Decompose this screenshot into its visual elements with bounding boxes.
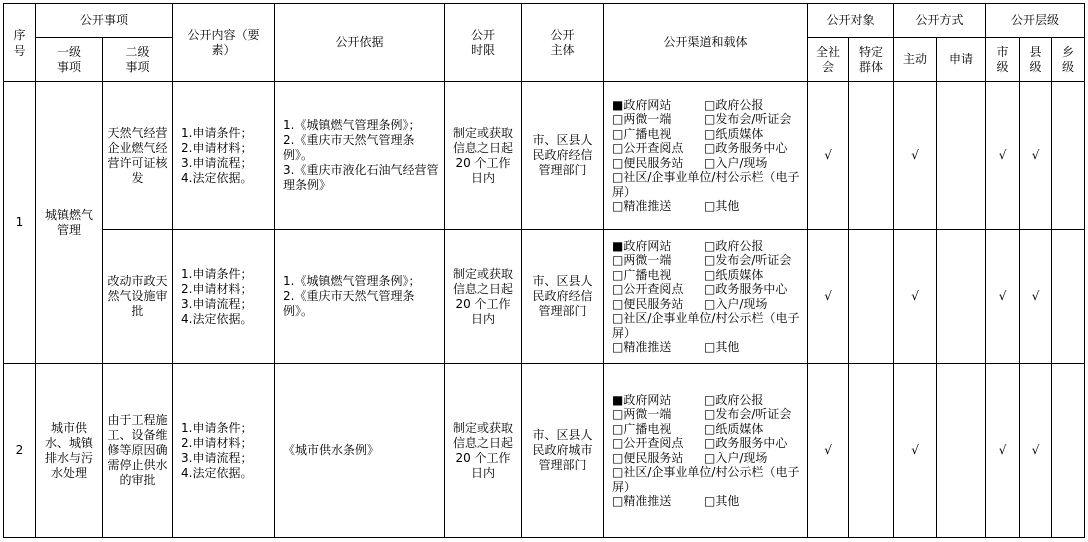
row-target-group xyxy=(849,82,894,230)
row-method-apply xyxy=(937,364,986,538)
header-method-apply: 申请 xyxy=(937,38,986,82)
header-level-county: 县级 xyxy=(1020,38,1052,82)
header-seq: 序号 xyxy=(4,4,36,82)
row-time-limit: 制定或获取信息之日起 20 个工作日内 xyxy=(445,230,522,364)
row-channels: ■政府网站 □政府公报 □两微一端 □发布会/听证会 □广播电视 □纸质媒体 □公开查阅点 □政务服务中心 □便民服务站 □入户/现场 □社区/企事业单位/村公示栏（电子屏） □精准推送 □其他 xyxy=(604,364,808,538)
table-row xyxy=(4,82,1085,230)
header-subject: 公开主体 xyxy=(522,4,604,82)
row-basis: 1.《城镇燃气管理条例》； 2.《重庆市天然气管理条例》。 3.《重庆市液化石油气经营管理条例》 xyxy=(275,82,445,230)
table-row xyxy=(4,364,1085,538)
row-level-county: √ xyxy=(1020,364,1052,538)
row-level2: 由于工程施工、设备维修等原因确需停止供水的审批 xyxy=(103,364,173,538)
header-matter: 公开事项 xyxy=(36,4,173,38)
row-basis: 1.《城镇燃气管理条例》； 2.《重庆市天然气管理条例》。 xyxy=(275,230,445,364)
header-level: 公开层级 xyxy=(986,4,1085,38)
header-method: 公开方式 xyxy=(894,4,986,38)
row-level-town xyxy=(1052,364,1085,538)
row-channels: ■政府网站 □政府公报 □两微一端 □发布会/听证会 □广播电视 □纸质媒体 □公开查阅点 □政务服务中心 □便民服务站 □入户/现场 □社区/企事业单位/村公示栏（电子屏） □精准推送 □其他 xyxy=(604,82,808,230)
row-target-all: √ xyxy=(808,364,849,538)
row-subject: 市、区县人民政府经信管理部门 xyxy=(522,230,604,364)
header-time-limit: 公开时限 xyxy=(445,4,522,82)
row-content: 1.申请条件； 2.申请材料； 3.申请流程； 4.法定依据。 xyxy=(173,230,275,364)
header-target-all: 全社会 xyxy=(808,38,849,82)
row-target-group xyxy=(849,364,894,538)
header-channel: 公开渠道和载体 xyxy=(604,4,808,82)
header-method-active: 主动 xyxy=(894,38,937,82)
header-content: 公开内容（要素） xyxy=(173,4,275,82)
header-level1: 一级事项 xyxy=(36,38,103,82)
row-level1: 城镇燃气管理 xyxy=(36,82,103,364)
header-basis: 公开依据 xyxy=(275,4,445,82)
row-level-town xyxy=(1052,82,1085,230)
header-level-town: 乡级 xyxy=(1052,38,1085,82)
row-level-city: √ xyxy=(986,82,1020,230)
header-target-group: 特定群体 xyxy=(849,38,894,82)
row-subject: 市、区县人民政府城市管理部门 xyxy=(522,364,604,538)
row-seq: 1 xyxy=(4,82,36,364)
row-method-active: √ xyxy=(894,364,937,538)
header-level-city: 市级 xyxy=(986,38,1020,82)
row-level2: 改动市政天然气设施审批 xyxy=(103,230,173,364)
row-channels: ■政府网站 □政府公报 □两微一端 □发布会/听证会 □广播电视 □纸质媒体 □公开查阅点 □政务服务中心 □便民服务站 □入户/现场 □社区/企事业单位/村公示栏（电子屏） □精准推送 □其他 xyxy=(604,230,808,364)
row-subject: 市、区县人民政府经信管理部门 xyxy=(522,82,604,230)
header-level2: 二级事项 xyxy=(103,38,173,82)
row-level2: 天然气经营企业燃气经营许可证核发 xyxy=(103,82,173,230)
row-basis: 《城市供水条例》 xyxy=(275,364,445,538)
table-row xyxy=(4,230,1085,364)
row-target-all: √ xyxy=(808,82,849,230)
row-method-active: √ xyxy=(894,230,937,364)
row-level-county: √ xyxy=(1020,82,1052,230)
header-row-1 xyxy=(4,4,1085,38)
row-target-group xyxy=(849,230,894,364)
row-seq: 2 xyxy=(4,364,36,538)
row-level-city: √ xyxy=(986,230,1020,364)
row-target-all: √ xyxy=(808,230,849,364)
row-method-apply xyxy=(937,82,986,230)
row-time-limit: 制定或获取信息之日起 20 个工作日内 xyxy=(445,82,522,230)
row-level-county: √ xyxy=(1020,230,1052,364)
row-level-town xyxy=(1052,230,1085,364)
disclosure-table xyxy=(3,3,1085,538)
row-method-active: √ xyxy=(894,82,937,230)
row-time-limit: 制定或获取信息之日起 20 个工作日内 xyxy=(445,364,522,538)
row-method-apply xyxy=(937,230,986,364)
row-content: 1.申请条件； 2.申请材料； 3.申请流程； 4.法定依据。 xyxy=(173,82,275,230)
row-level1: 城市供水、城镇排水与污水处理 xyxy=(36,364,103,538)
row-level-city: √ xyxy=(986,364,1020,538)
header-target: 公开对象 xyxy=(808,4,894,38)
row-content: 1.申请条件； 2.申请材料； 3.申请流程； 4.法定依据。 xyxy=(173,364,275,538)
